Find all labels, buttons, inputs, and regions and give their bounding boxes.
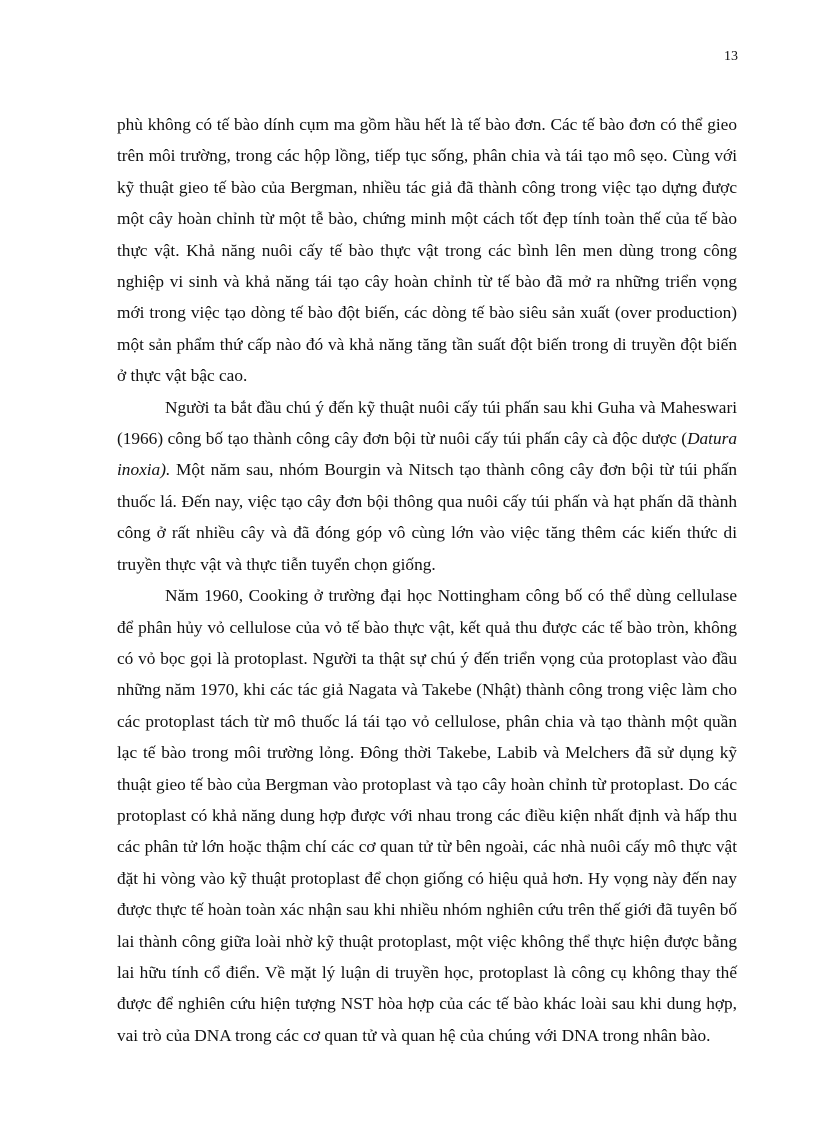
paragraph-text-before: Người ta bắt đầu chú ý đến kỹ thuật nuôi cấy túi phấn sau khi Guha và Maheswari (1966) công bố tạo thành công cây đơn bội từ nuôi cấy túi phấn cây cà độc dược ( (117, 397, 737, 449)
paragraph-anther-culture (117, 392, 737, 580)
species-name: Datura inoxia). (117, 429, 737, 480)
body-text (117, 109, 737, 1051)
page-number: 13 (724, 49, 738, 64)
paragraph-protoplast: Năm 1960, Cooking ở trường đại học Nottingham công bố có thể dùng cellulase để phân hủy vỏ cellulose của vỏ tế bào thực vật, kết quả thu được các tế bào tròn, không có vỏ bọc gọi là protoplast. Người ta thật sự chú ý đến triển vọng của protoplast vào đầu những năm 1970, khi các tác giả Nagata và Takebe (Nhật) thành công trong việc làm cho các protoplast tách từ mô thuốc lá tái tạo vỏ cellulose, phân chia và tạo thành một quần lạc tế bào trong môi trường lỏng. Đông thời Takebe, Labib và Melchers đã sử dụng kỹ thuật gieo tế bào của Bergman vào protoplast và tạo cây hoàn chỉnh từ protoplast. Do các protoplast có khả năng dung hợp được với nhau trong các điều kiện nhất định và hấp thu các phân tử lớn hoặc thậm chí các cơ quan tử từ bên ngoài, các nhà nuôi cấy mô thực vật đặt hi vòng vào kỹ thuật protoplast để chọn giống có hiệu quả hơn. Hy vọng này đến nay được thực tế hoàn toàn xác nhận sau khi nhiều nhóm nghiên cứu trên thế giới đã tuyên bố lai thành công giữa loài nhờ kỹ thuật protoplast, một việc không thể thực hiện được bằng lai hữu tính cổ điển. Về mặt lý luận di truyền học, protoplast là công cụ không thay thế được để nghiên cứu hiện tượng NST hòa hợp của các tế bào khác loài sau khi dung hợp, vai trò của DNA trong các cơ quan tử và quan hệ của chúng với DNA trong nhân bào. (117, 586, 737, 1045)
paragraph-continued: phù không có tế bào dính cụm ma gồm hầu hết là tế bào đơn. Các tế bào đơn có thể gieo trên môi trường, trong các hộp lồng, tiếp tục sống, phân chia và tái tạo mô sẹo. Cùng với kỹ thuật gieo tế bào của Bergman, nhiều tác giả đã thành công trong việc tạo dựng được một cây hoàn chỉnh từ một tễ bào, chứng minh một cách tốt đẹp tính toàn thế của tế bào thực vật. Khả năng nuôi cấy tế bào thực vật trong các bình lên men dùng trong công nghiệp vi sinh và khả năng tái tạo cây hoàn chỉnh từ tế bào đã mở ra những triển vọng mới trong việc tạo dòng tế bào đột biến, các dòng tế bào siêu sản xuất (over production) một sản phẩm thứ cấp nào đó và khả năng tăng tần suất đột biến trong di truyền đột biến ở thực vật bậc cao. (117, 115, 737, 386)
paragraph-text-after: Một năm sau, nhóm Bourgin và Nitsch tạo thành công cây đơn bội từ túi phấn thuốc lá. Đến nay, việc tạo cây đơn bội thông qua nuôi cấy túi phấn và hạt phấn dã thành công ở rất nhiều cây và đã đóng góp vô cùng lớn vào việc tăng thêm các kiến thức di truyền thực vật và thực tiễn tuyển chọn giống. (117, 460, 737, 574)
